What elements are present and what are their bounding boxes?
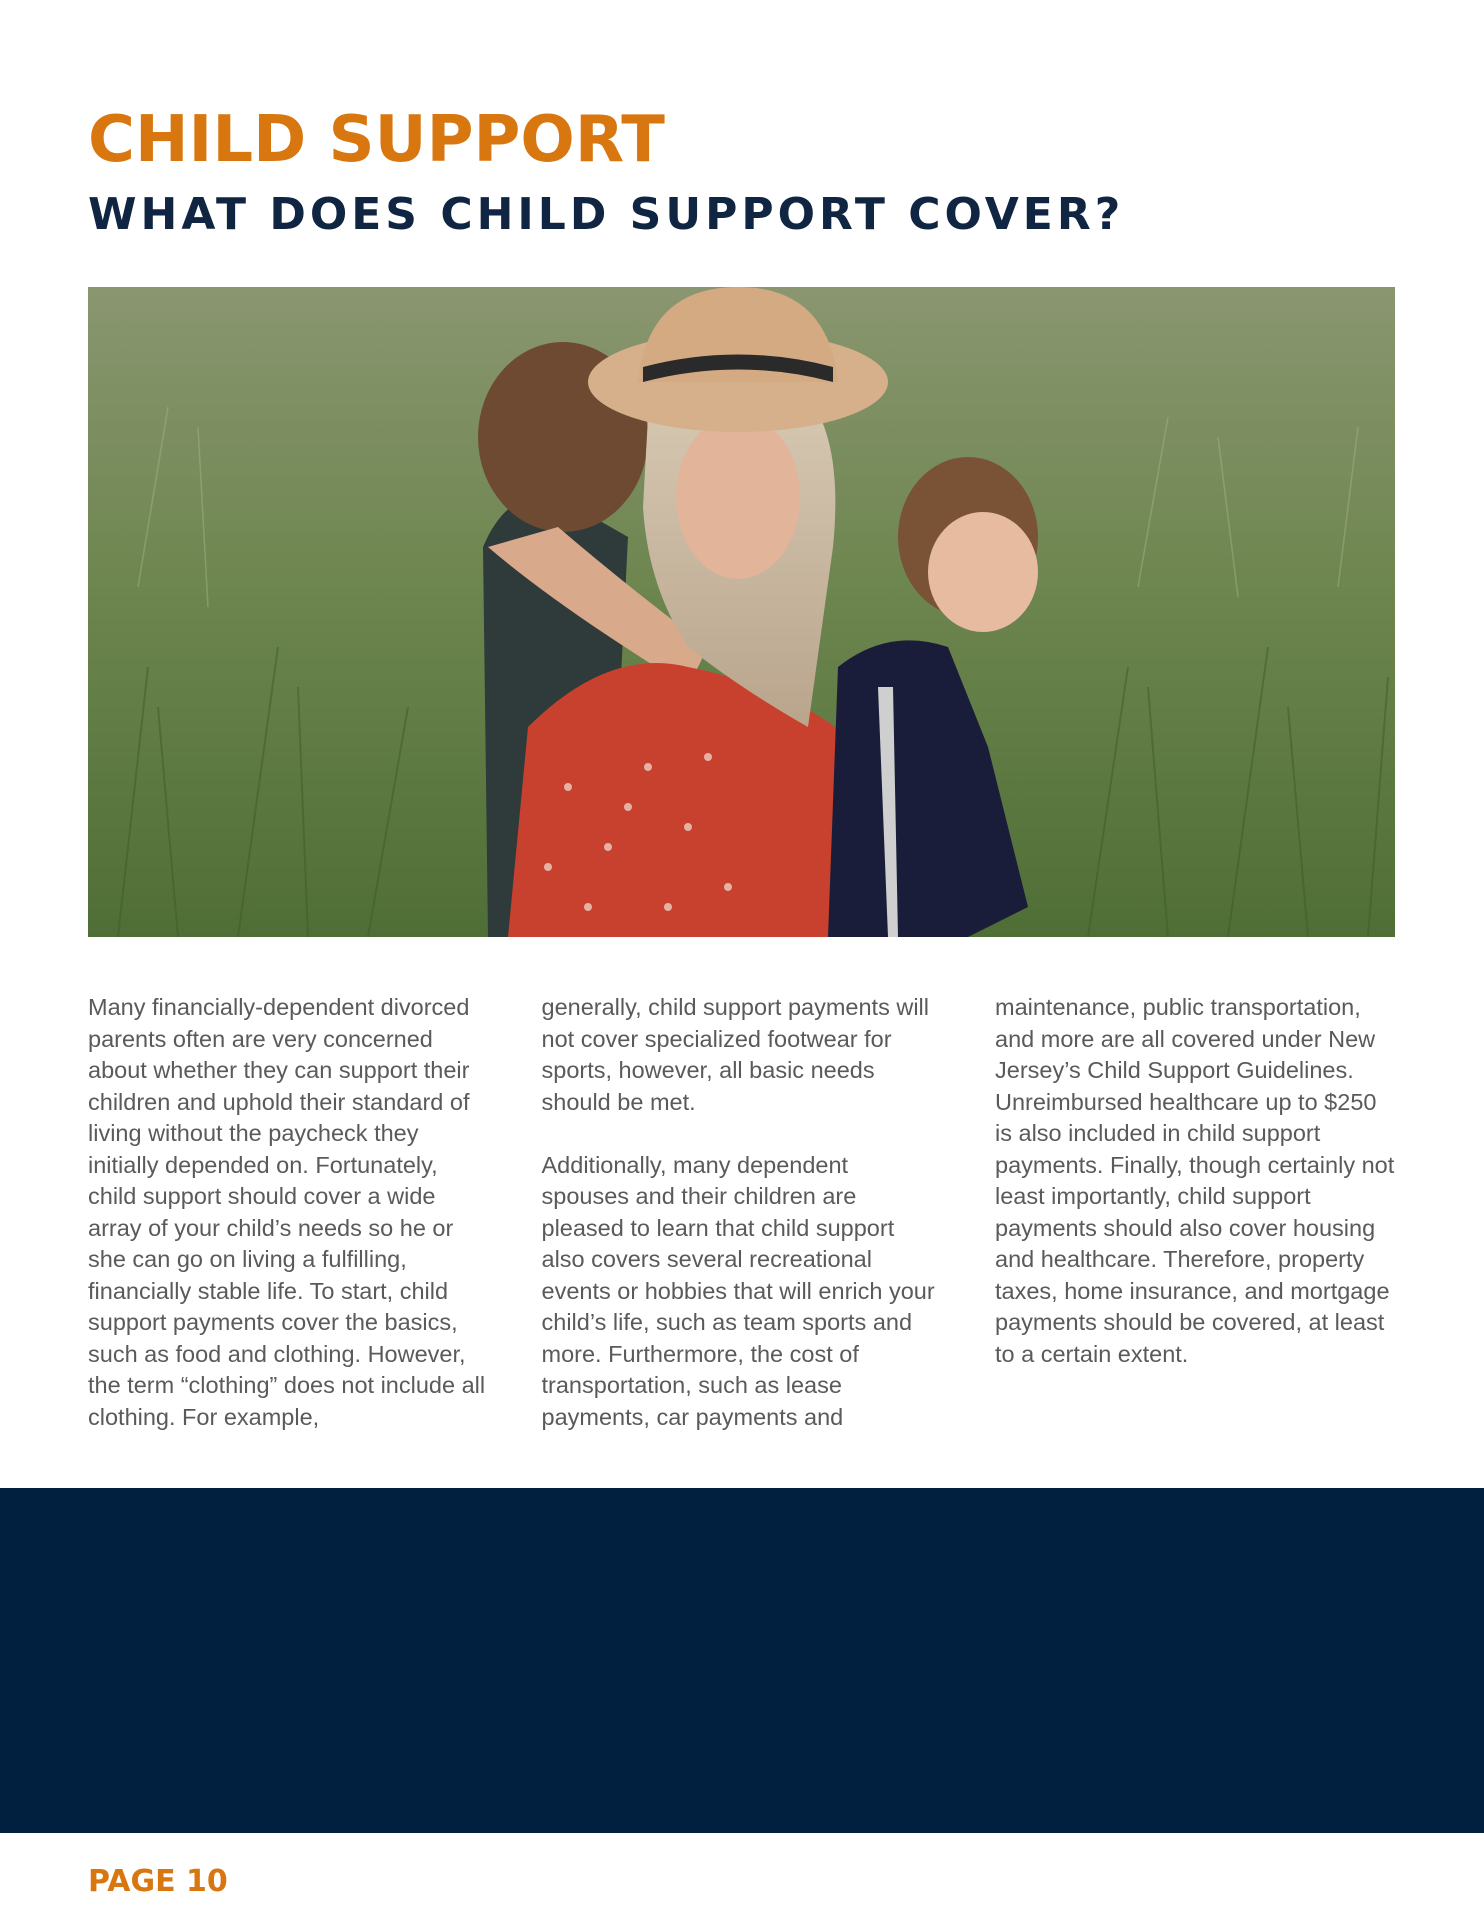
body-column-3 (995, 992, 1395, 1442)
page-subtitle: WHAT DOES CHILD SUPPORT COVER? (88, 189, 1125, 240)
body-column-2 (542, 992, 942, 1442)
body-columns (88, 992, 1395, 1442)
page-number: PAGE 10 (88, 1864, 228, 1899)
body-column-1 (88, 992, 488, 1442)
body-paragraph: Many financially-dependent divorced parents often are very concerned about whether they can support their children and uphold their standard of living without the paycheck they initially depended on. Fortunately, child support should cover a wide array of your child’s needs so he or she can go on living a fulfilling, financially stable life. To start, child support payments cover the basics, such as food and clothing. However, the term “clothing” does not include all clothing. For example, (88, 994, 486, 1430)
family-photo-icon (88, 287, 1395, 937)
body-paragraph: generally, child support payments will not cover specialized footwear for sports, however, all basic needs should be met. (541, 994, 929, 1115)
page-title: CHILD SUPPORT (88, 103, 665, 177)
footer-band (0, 1488, 1484, 1833)
body-paragraph: maintenance, public transportation, and more are all covered under New Jersey’s Child Support Guidelines. Unreimbursed healthcare up to $250 is also included in child support payments. Finally, though certainly not least importantly, child support payments should also cover housing and healthcare. Therefore, property taxes, home insurance, and mortgage payments should be covered, at least to a certain extent. (995, 994, 1395, 1367)
family-photo (88, 287, 1395, 937)
body-paragraph: Additionally, many dependent spouses and their children are pleased to learn that child support also covers several recreational events or hobbies that will enrich your child’s life, such as team sports and more. Furthermore, the cost of transportation, such as lease payments, car payments and (541, 1151, 935, 1430)
